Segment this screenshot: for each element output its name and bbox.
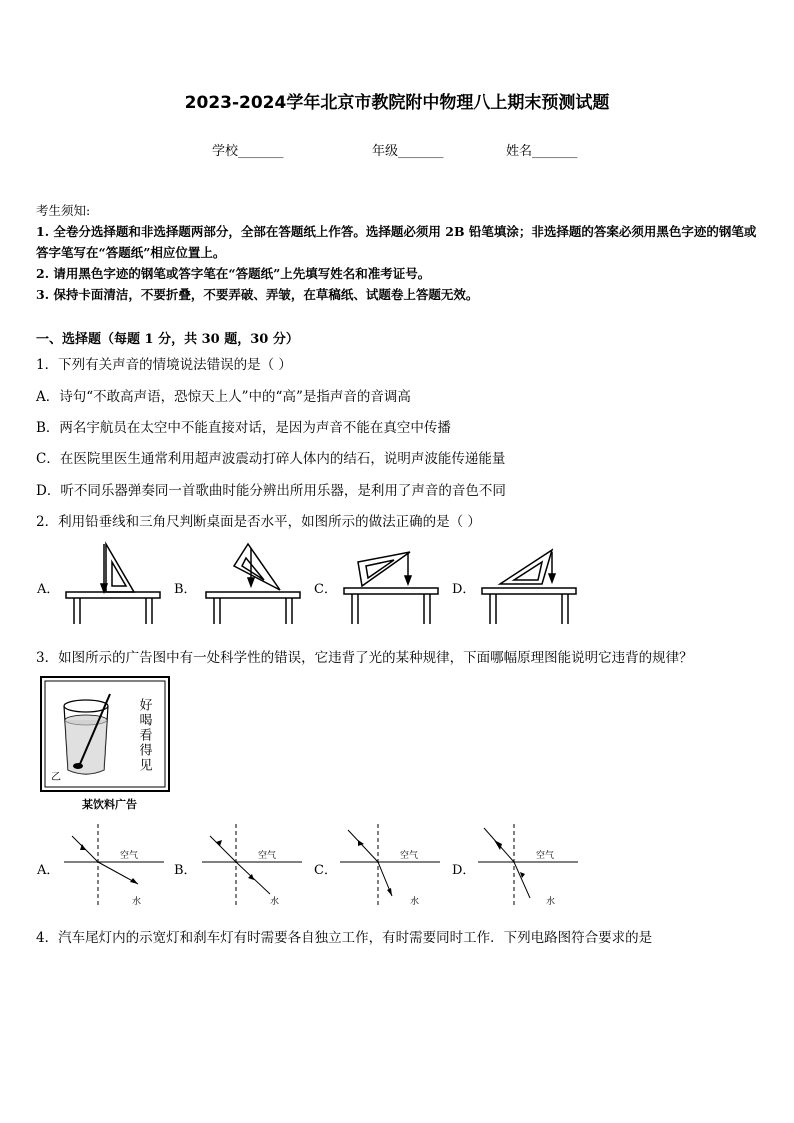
q1-option-d: D．听不同乐器弹奏同一首歌曲时能分辨出所用乐器，是利用了声音的音色不同: [36, 483, 506, 499]
grade-field: 年级_______: [372, 144, 444, 159]
page-title: 2023-2024学年北京市教院附中物理八上期末预测试题: [184, 93, 610, 113]
ad-corner-label: 乙: [51, 772, 61, 783]
exam-notice: [36, 200, 766, 305]
q2-stem: 2．利用铅垂线和三角尺判断桌面是否水平，如图所示的做法正确的是（ ）: [36, 514, 481, 530]
air-label: 空气: [400, 851, 419, 861]
water-label: 水: [410, 897, 420, 907]
section-heading: 一、选择题（每题 1 分，共 30 题，30 分）: [36, 332, 299, 347]
drink-ad-image: [40, 676, 170, 792]
q1-option-a: A．诗句“不敢高声语，恐惊天上人”中的“高”是指声音的音调高: [36, 389, 411, 405]
air-label: 空气: [120, 851, 139, 861]
q2-label-b: B．: [174, 582, 197, 597]
q2-figure-b: [200, 540, 310, 626]
notice-heading: 考生须知:: [36, 203, 91, 218]
q3-label-c: C．: [314, 863, 337, 878]
water-label: 水: [546, 897, 556, 907]
notice-item-1: 1. 全卷分选择题和非选择题两部分，全部在答题纸上作答。选择题必须用 2B 铅笔填涂；非选择题的答案必须用黑色字迹的钢笔或答字笔写在“答题纸”相应位置上。: [36, 224, 757, 260]
q2-figure-d: [476, 540, 586, 626]
q3-figure-c: [336, 822, 448, 910]
q2-label-d: D．: [452, 582, 476, 597]
q1-option-b: B．两名宇航员在太空中不能直接对话，是因为声音不能在真空中传播: [36, 420, 451, 436]
ad-caption: 某饮料广告: [82, 798, 137, 811]
notice-item-2: 2. 请用黑色字迹的钢笔或答字笔在“答题纸”上先填写姓名和准考证号。: [36, 266, 431, 281]
q1-option-c: C．在医院里医生通常利用超声波震动打碎人体内的结石，说明声波能传递能量: [36, 451, 506, 467]
q2-label-c: C．: [314, 582, 337, 597]
air-label: 空气: [258, 851, 277, 861]
q1-stem: 1．下列有关声音的情境说法错误的是（ ）: [36, 357, 292, 373]
notice-item-3: 3. 保持卡面清洁，不要折叠，不要弄破、弄皱，在草稿纸、试题卷上答题无效。: [36, 287, 479, 302]
ad-slogan: 好喝看得见: [136, 698, 152, 773]
school-field: 学校_______: [212, 144, 284, 159]
q3-stem: 3．如图所示的广告图中有一处科学性的错误，它违背了光的某种规律，下面哪幅原理图能说明它违背的规律？: [36, 650, 693, 666]
q2-label-a: A．: [37, 582, 60, 597]
q3-label-b: B．: [174, 863, 197, 878]
q4-stem: 4．汽车尾灯内的示宽灯和刹车灯有时需要各自独立工作，有时需要同时工作．下列电路图符合要求的是: [36, 930, 653, 946]
q3-figure-a: [60, 822, 172, 910]
name-field: 姓名_______: [506, 144, 578, 159]
q3-figure-d: [474, 822, 586, 910]
q2-figure-a: [60, 540, 170, 626]
q3-figure-b: [198, 822, 310, 910]
air-label: 空气: [536, 851, 555, 861]
water-label: 水: [270, 897, 280, 907]
water-label: 水: [132, 897, 142, 907]
q3-label-a: A．: [37, 863, 60, 878]
q3-label-d: D．: [452, 863, 476, 878]
q2-figure-c: [338, 540, 448, 626]
